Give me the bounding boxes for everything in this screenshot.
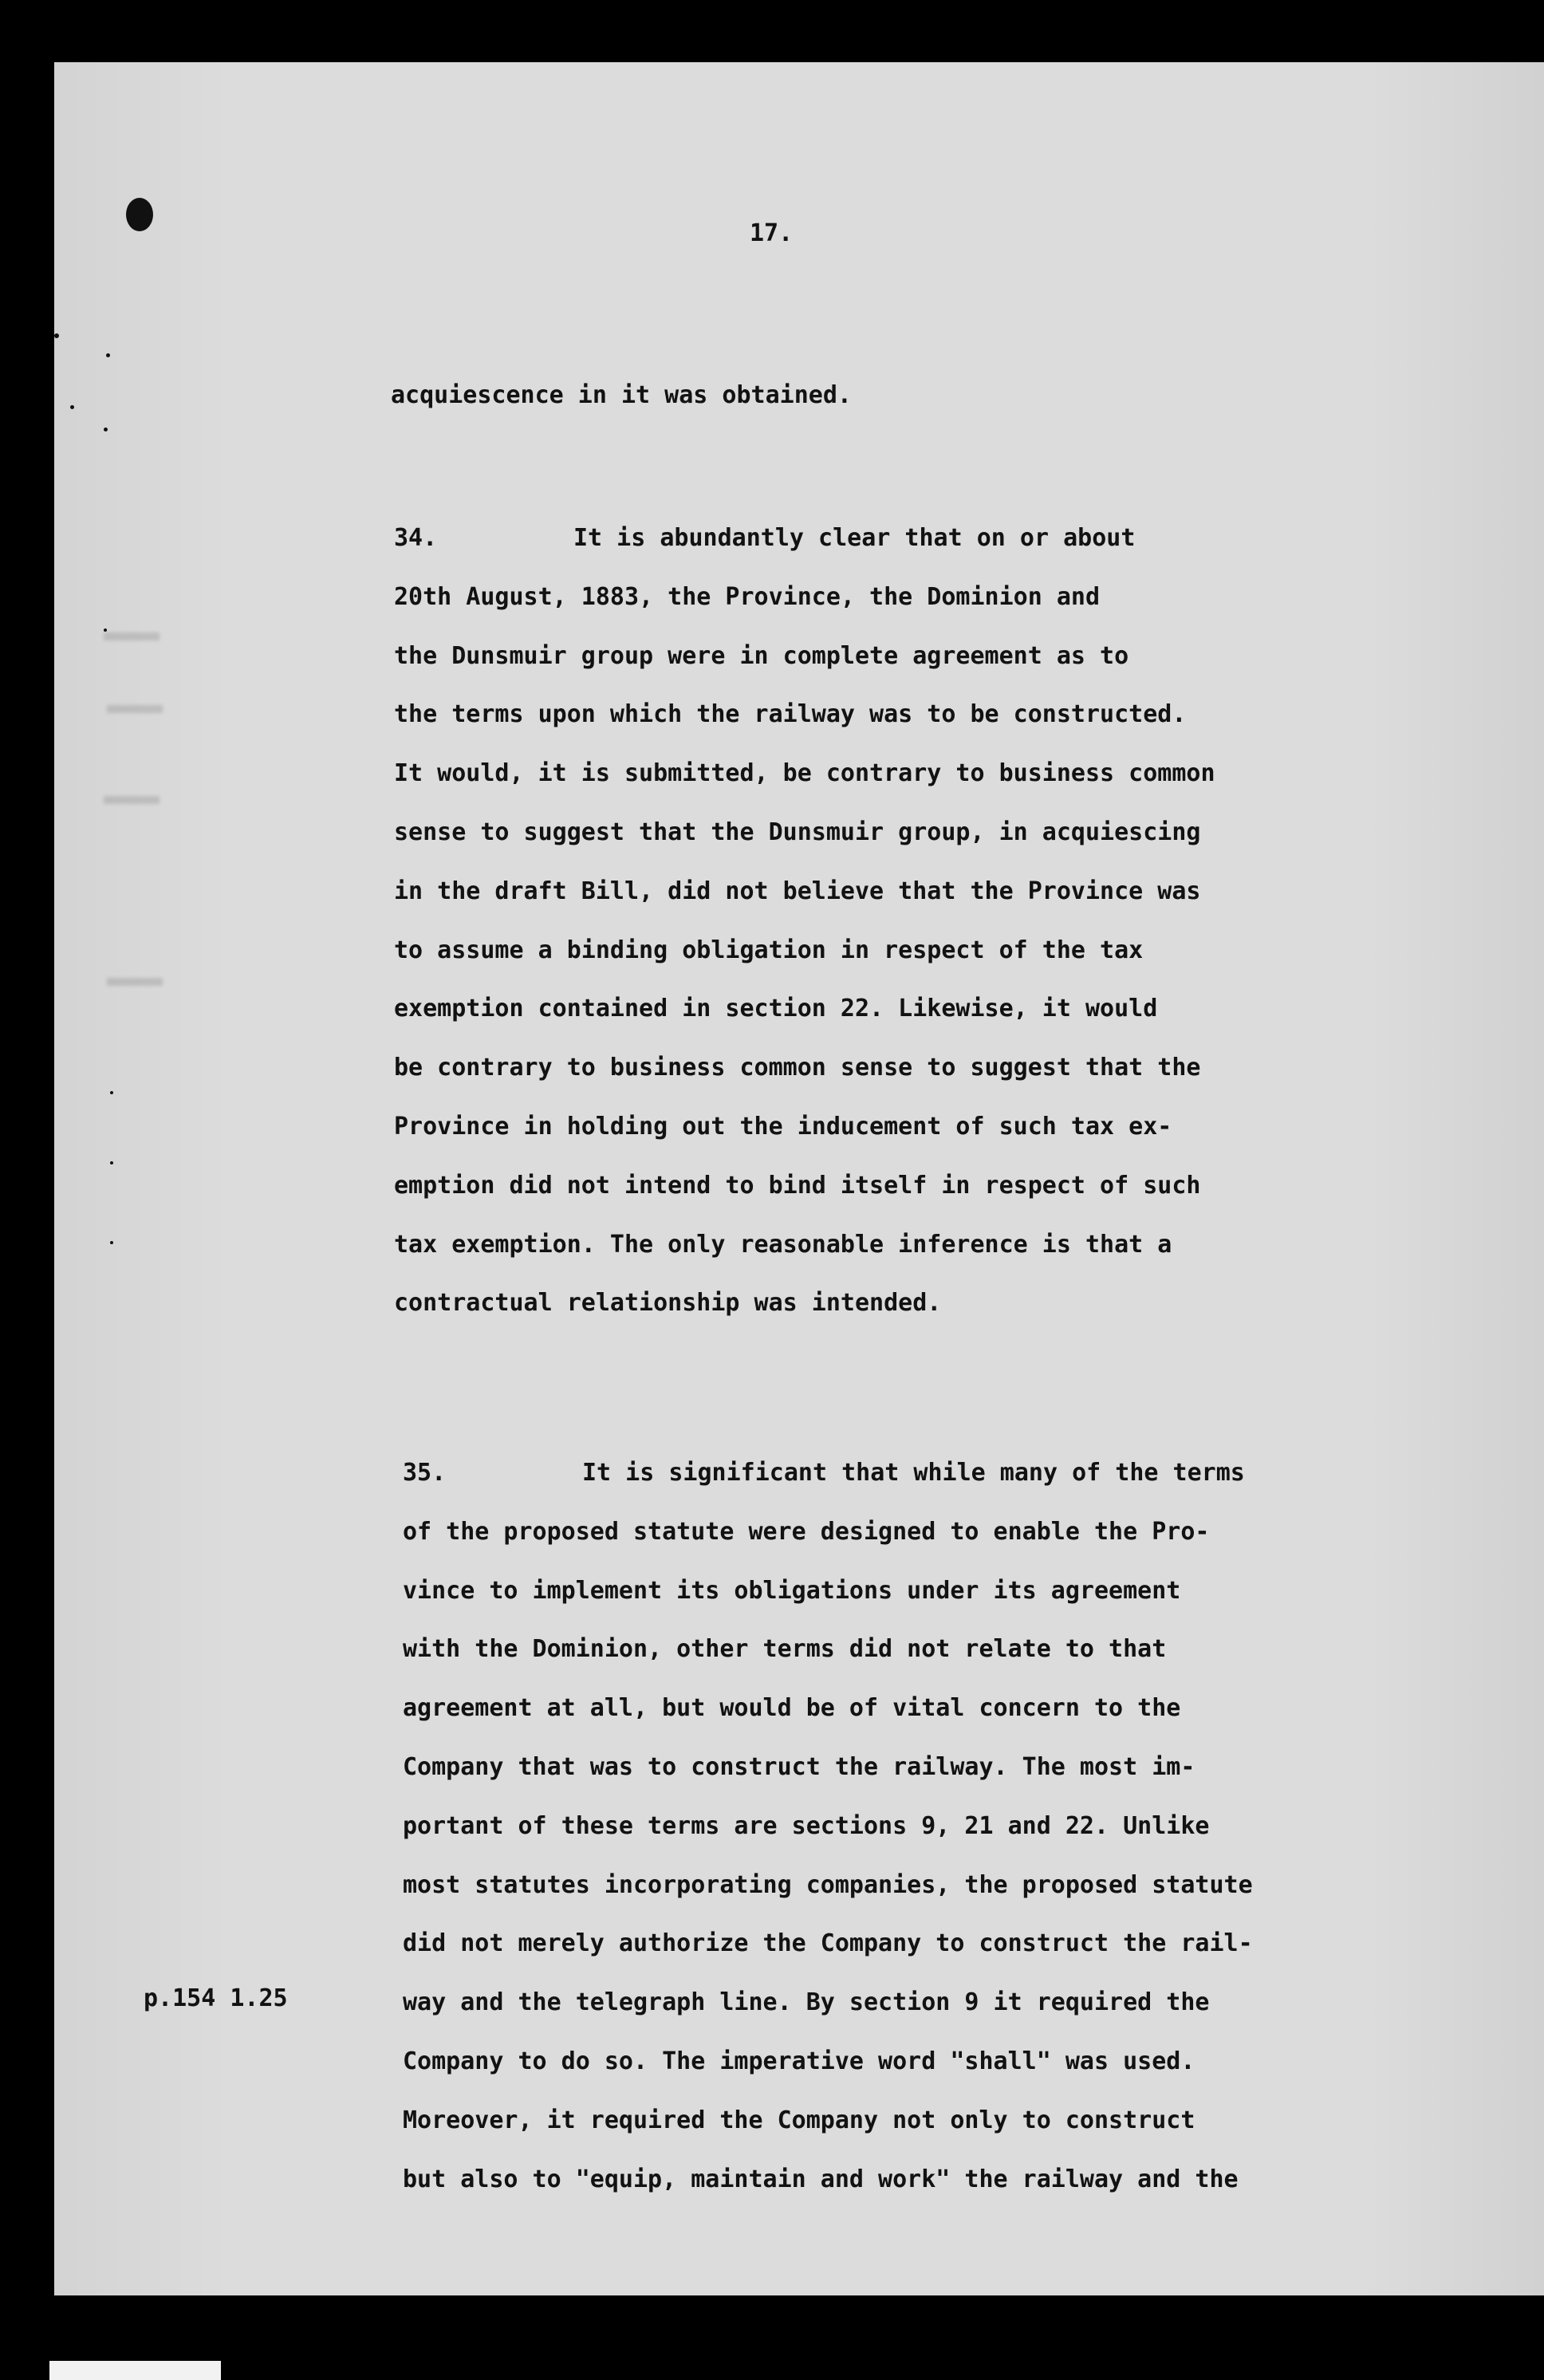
paragraph-number: 34. <box>394 524 438 552</box>
paragraph-line: Company to do so. The imperative word "shall" was used. <box>403 2047 1195 2075</box>
paragraph-line: It would, it is submitted, be contrary to business common <box>394 759 1215 788</box>
scan-speck <box>106 353 110 357</box>
scan-speck <box>70 405 74 409</box>
paragraph-line: exemption contained in section 22. Likewise, it would <box>394 995 1158 1023</box>
paragraph-line: in the draft Bill, did not believe that the Province was <box>394 877 1201 905</box>
paragraph-number: 35. <box>403 1459 447 1487</box>
paragraph-line: Province in holding out the inducement of such tax ex- <box>394 1112 1172 1141</box>
paragraph-line: emption did not intend to bind itself in respect of such <box>394 1171 1201 1200</box>
scan-speck <box>104 628 107 632</box>
paragraph-line: the terms upon which the railway was to be constructed. <box>394 700 1187 729</box>
paragraph-line: 20th August, 1883, the Province, the Dominion and <box>394 582 1101 611</box>
bleed-through-mark <box>104 796 160 804</box>
paragraph-line: of the proposed statute were designed to enable the Pro- <box>403 1517 1210 1546</box>
continuation-line: acquiescence in it was obtained. <box>391 381 852 409</box>
scan-speck <box>54 333 59 338</box>
paragraph-line: the Dunsmuir group were in complete agreement as to <box>394 641 1129 670</box>
bleed-through-mark <box>107 978 163 986</box>
bleed-through-mark <box>107 705 163 713</box>
margin-reference-note: p.154 1.25 <box>144 1984 288 2012</box>
page-number: 17. <box>750 219 794 247</box>
paragraph-line: sense to suggest that the Dunsmuir group, in acquiescing <box>394 818 1201 846</box>
paragraph-line: portant of these terms are sections 9, 21 and 22. Unlike <box>403 1811 1210 1840</box>
paragraph-line: agreement at all, but would be of vital concern to the <box>403 1694 1181 1723</box>
paragraph-line: way and the telegraph line. By section 9 it required the <box>403 1988 1210 2017</box>
paragraph-35 <box>403 1444 1253 2209</box>
paragraph-line <box>394 509 1215 568</box>
paragraph-line: to assume a binding obligation in respect of the tax <box>394 936 1144 964</box>
paragraph-line <box>403 1444 1253 1503</box>
punch-hole-mark <box>126 198 153 231</box>
paragraph-line: Company that was to construct the railway. The most im- <box>403 1752 1195 1781</box>
paragraph-line: tax exemption. The only reasonable inference is that a <box>394 1230 1172 1259</box>
scan-speck <box>104 428 108 431</box>
scan-speck <box>110 1091 113 1094</box>
paragraph-line: with the Dominion, other terms did not relate to that <box>403 1635 1167 1664</box>
paragraph-34 <box>394 509 1215 1333</box>
paragraph-line-text: It is abundantly clear that on or about <box>573 524 1136 552</box>
paragraph-line: be contrary to business common sense to suggest that the <box>394 1054 1201 1082</box>
paragraph-line: vince to implement its obligations under its agreement <box>403 1576 1181 1605</box>
scan-speck <box>110 1161 113 1164</box>
paragraph-line: contractual relationship was intended. <box>394 1289 942 1318</box>
bleed-through-mark <box>104 632 160 640</box>
paragraph-line: did not merely authorize the Company to construct the rail- <box>403 1929 1253 1958</box>
paragraph-line: Moreover, it required the Company not only to construct <box>403 2106 1195 2134</box>
paragraph-line: but also to "equip, maintain and work" the railway and the <box>403 2165 1239 2193</box>
scan-label-strip <box>49 2361 221 2380</box>
paragraph-line: most statutes incorporating companies, the proposed statute <box>403 1870 1253 1899</box>
paragraph-line-text: It is significant that while many of the terms <box>582 1459 1245 1487</box>
scan-speck <box>110 1241 113 1244</box>
